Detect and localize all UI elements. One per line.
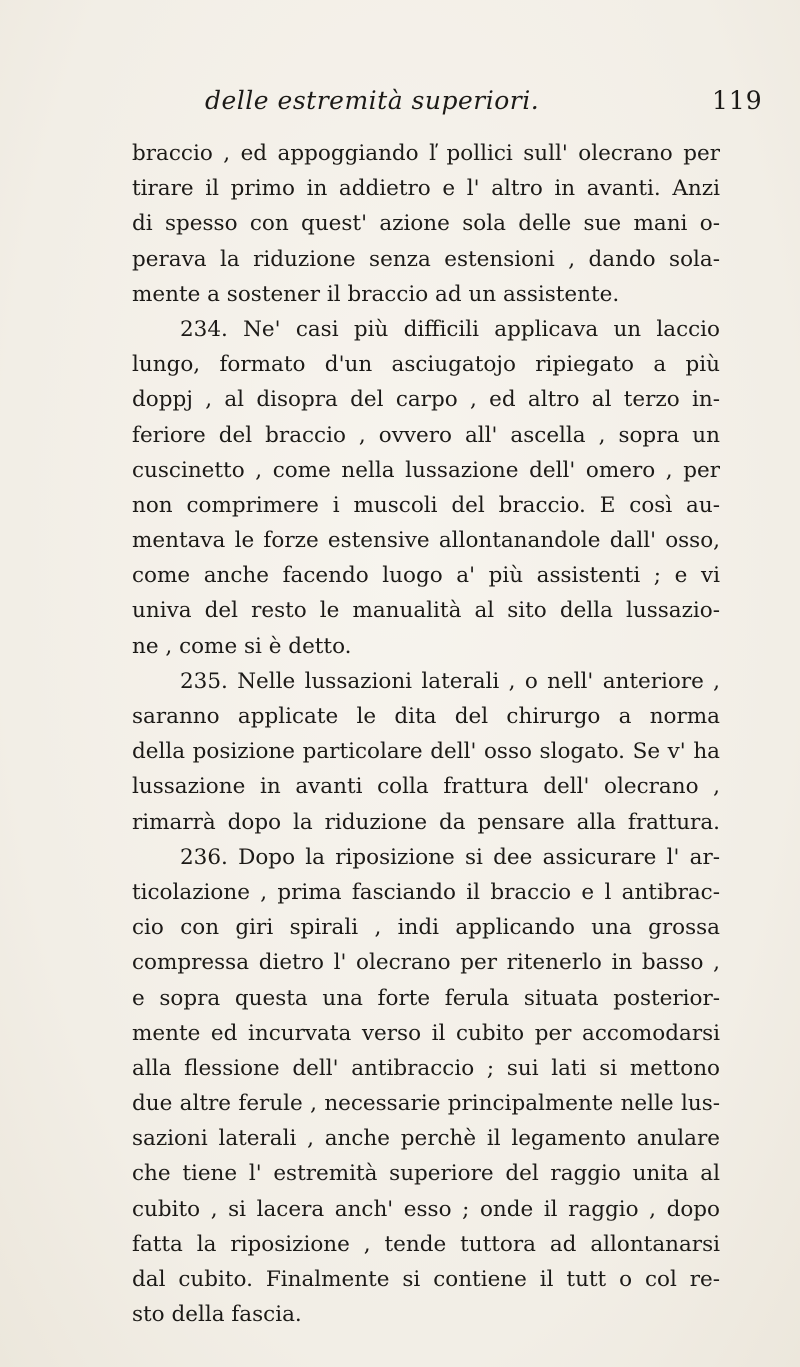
text-line: dal cubito. Finalmente si contiene il tutt o col re- [132,1267,720,1292]
text-line: lungo, formato d'un asciugatojo ripiegato a più [132,352,720,378]
body-text [132,136,720,1332]
text-line: cubito , si lacera anch' esso ; onde il raggio , dopo [132,1196,720,1222]
text-line: mente a sostener il braccio ad un assistente. [132,281,620,307]
text-line: cio con giri spirali , indi applicando una grossa [132,915,720,941]
text-line: alla flessione dell' antibraccio ; sui lati si mettono [132,1055,720,1081]
text-line: e sopra questa una forte ferula situata posterior- [132,985,720,1011]
text-line: cuscinetto , come nella lussazione dell' omero , per [132,457,720,483]
text-line: feriore del braccio , ovvero all' ascella , sopra un [132,422,720,448]
page-header [0,86,800,126]
text-line: sazioni laterali , anche perchè il legamento anulare [132,1126,720,1152]
text-line: perava la riduzione senza estensioni , dando sola- [132,246,720,272]
page-number: 119 [712,86,763,115]
text-line: compressa dietro l' olecrano per ritenerlo in basso , [132,950,720,976]
text-line: mentava le forze estensive allontanandole dall' osso, [132,528,720,554]
text-line: non comprimere i muscoli del braccio. E così au- [132,492,720,518]
paragraph-235-start: 235. Nelle lussazioni laterali , o nell' anteriore , [180,668,720,694]
text-line: saranno applicate le dita del chirurgo a norma [132,704,720,729]
text-line: ticolazione , prima fasciando il braccio e l antibrac- [132,879,720,905]
text-line: doppj , al disopra del carpo , ed altro al terzo in- [132,387,720,413]
text-line: tirare il primo in addietro e l' altro in avanti. Anzi [132,176,720,202]
text-line: univa del resto le manualità al sito della lussazio- [132,598,720,624]
text-line: che tiene l' estremità superiore del raggio unita al [132,1161,720,1187]
text-line: rimarrà dopo la riduzione da pensare alla frattura. [132,809,720,835]
text-line: mente ed incurvata verso il cubito per accomodarsi [132,1020,720,1046]
paragraph-236-start: 236. Dopo la riposizione si dee assicurare l' ar- [180,844,720,870]
running-title: delle estremità superiori. [205,86,540,115]
text-line: come anche facendo luogo a' più assistenti ; e vi [132,563,720,589]
text-line: di spesso con quest' azione sola delle sue mani o- [132,211,720,237]
text-line: lussazione in avanti colla frattura dell' olecrano , [132,774,720,800]
text-line: fatta la riposizione , tende tuttora ad allontanarsi [132,1231,720,1257]
text-line: della posizione particolare dell' osso slogato. Se v' ha [132,739,720,765]
paragraph-234-start: 234. Ne' casi più difficili applicava un laccio [180,316,720,342]
text-line: braccio , ed appoggiando ľ pollici sull' olecrano per [132,141,720,166]
text-line: ne , come si è detto. [132,633,352,659]
text-line: due altre ferule , necessarie principalmente nelle lus- [132,1091,720,1117]
text-line: sto della fascia. [132,1302,302,1328]
